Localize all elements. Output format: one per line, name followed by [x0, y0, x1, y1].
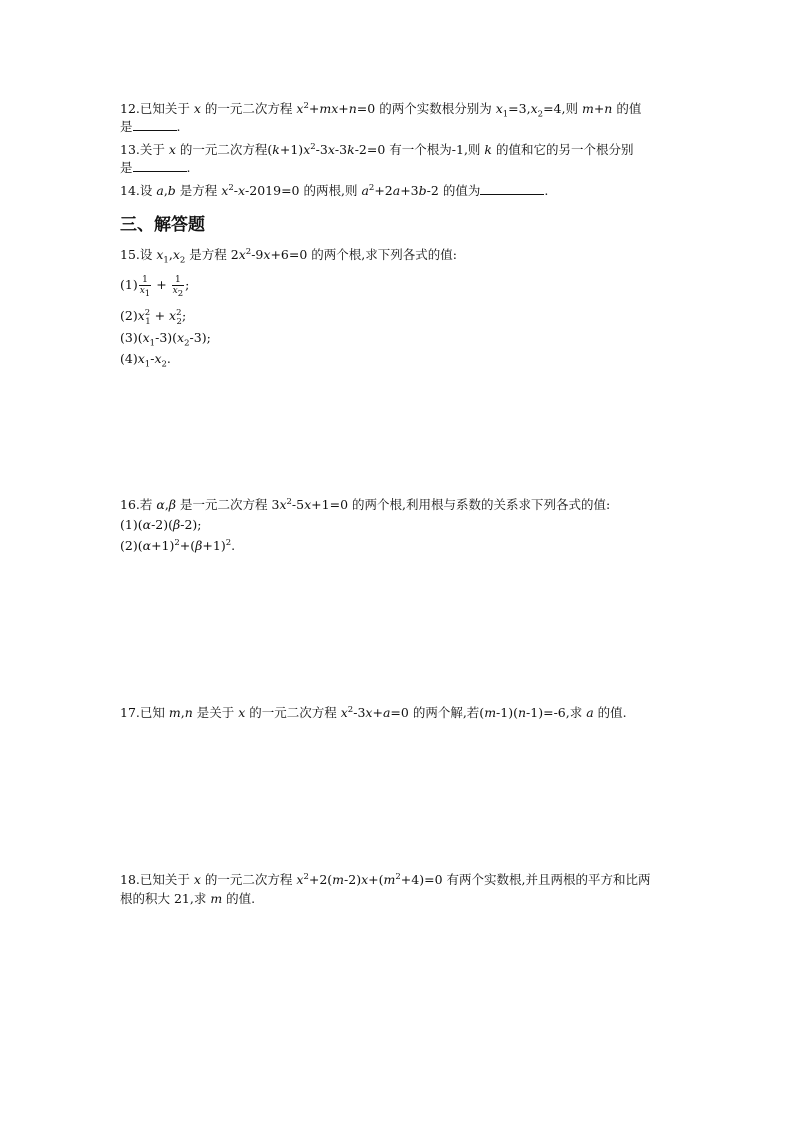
q12-line1: 12.已知关于 x 的一元二次方程 $x^2+mx+n=0$ 的两个实数根分别为 $x_1=3,x_2=4$,则 m+n 的值 [120, 100, 642, 120]
q16-part2: $(2)(\alpha+1)^2+(\beta+1)^2$. [120, 537, 236, 553]
q18-line1: 18.已知关于 x 的一元二次方程 $x^2+2(m-2)x+(m^2+4)=0$ 有两个实数根,并且两根的平方和比两 [120, 871, 651, 887]
q13-line1: 13.关于 x 的一元二次方程$(k+1)x^2-3x-3k-2=0$ 有一个根为-1,则 k 的值和它的另一个根分别 [120, 141, 634, 157]
q15-part3: $(3)(x_1-3)(x_2-3)$; [120, 330, 211, 349]
q16-intro: 16.若 α,β 是一元二次方程 $3x^2-5x+1=0$ 的两个根,利用根与系数的关系求下列各式的值: [120, 496, 611, 512]
q12-line2: 是 . [120, 119, 181, 134]
answer-blank[interactable] [133, 159, 187, 172]
q15-part4: $(4)x_1-x_2$. [120, 351, 171, 370]
q17-line: 17.已知 m,n 是关于 x 的一元二次方程 $x^2-3x+a=0$ 的两个解,若(m-1)(n-1)=-6,求 a 的值. [120, 704, 627, 720]
answer-blank[interactable] [480, 182, 544, 195]
q13-line2: 是 . [120, 160, 191, 175]
q16-part1: (1)(α-2)(β-2); [120, 517, 202, 532]
answer-blank[interactable] [133, 118, 177, 131]
q15-part2: $(2)x^2_1 + x^2_2$; [120, 307, 187, 327]
q15-intro: 15.设 $x_1,x_2$ 是方程 $2x^2-9x+6=0$ 的两个根,求下列各式的值: [120, 246, 457, 266]
q15-part1: (1) $\frac{1}{x_1}$ + $\frac{1}{x_2}$ ; [120, 275, 190, 299]
q14-line: 14.设 a,b 是方程 $x^2-x-2019=0$ 的两根,则 $a^2+2a+3b-2$ 的值为 . [120, 182, 549, 198]
q18-line2: 根的积大 21,求 m 的值. [120, 891, 256, 906]
section-title: 三、解答题 [120, 215, 205, 235]
